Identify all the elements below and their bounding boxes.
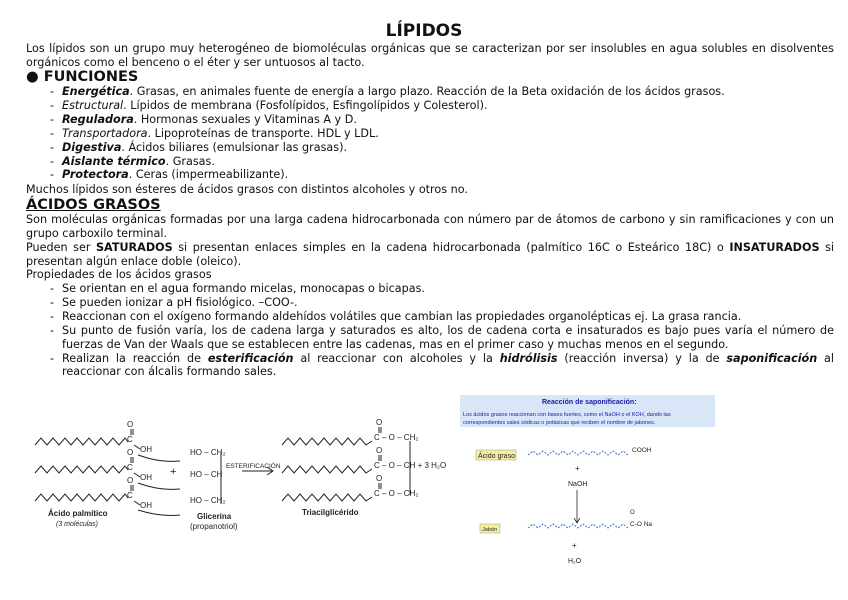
hydroxyl-label: OH xyxy=(140,473,152,482)
list-item: - Su punto de fusión varía, los de cadena larga y saturados es alto, los de cadena corta e insaturados es bajo pues varía el número de fuerzas de Van der Waals que se establecen entre las cadenas, mas en el primer caso y muchas menos en el segundo. xyxy=(50,324,834,352)
list-item xyxy=(50,155,830,169)
water-arc xyxy=(138,483,180,489)
list-item xyxy=(50,127,830,141)
saturados-term: SATURADOS xyxy=(95,241,173,254)
glycerol-label: Glicerina xyxy=(197,512,232,521)
props-list xyxy=(50,282,834,379)
text-run: Realizan la reacción de xyxy=(62,351,208,365)
glycerol-group: HO – CH xyxy=(190,470,223,479)
function-term: Digestiva xyxy=(62,140,122,154)
function-desc: . Hormonas sexuales y Vitaminas A y D. xyxy=(133,112,357,126)
function-desc: . Lípidos de membrana (Fosfolípidos, Esfingolípidos y Colesterol). xyxy=(123,98,488,112)
acid-label: Ácido graso xyxy=(478,453,515,460)
triglyceride-chain xyxy=(282,466,372,473)
saponificacion-term: saponificación xyxy=(726,351,818,365)
acidos-paragraph-1: Son moléculas orgánicas formadas por una larga cadena hidrocarbonada con número par de átomos de carbono y sin ramificaciones y con un grupo carboxilo terminal. xyxy=(26,213,834,240)
function-term: Aislante térmico xyxy=(62,154,166,168)
glycerol-group: HO – CH₂ xyxy=(190,448,226,457)
list-item xyxy=(50,113,830,127)
props-title: Propiedades de los ácidos grasos xyxy=(26,268,212,281)
plus-sign: + xyxy=(170,466,177,478)
atom-label: O xyxy=(376,474,383,483)
text-run: si presentan enlaces simples en la cadena hidrocarbonada (palmítico 16C o Esteárico 18C) o xyxy=(172,241,730,254)
sapon-text-1: Los ácidos grasos reaccionan con bases fuertes, como el NaOH o el KOH, dando las xyxy=(463,412,671,418)
hidrolisis-term: hidrólisis xyxy=(499,351,558,365)
fatty-acid-chain xyxy=(35,438,128,445)
list-item xyxy=(50,352,834,380)
page-title: LÍPIDOS xyxy=(385,21,463,41)
list-item: - Se orientan en el agua formando micelas, monocapas o bicapas. xyxy=(50,282,834,296)
function-term: Estructural xyxy=(62,98,124,112)
list-item: - Se pueden ionizar a pH fisiológico. –COO-. xyxy=(50,296,834,310)
acid-sublabel: (3 moléculas) xyxy=(56,521,99,528)
insaturados-term: INSATURADOS xyxy=(729,241,820,254)
function-desc: . Grasas, en animales fuente de energía a largo plazo. Reacción de la Beta oxidación de los ácidos grasos. xyxy=(129,85,725,98)
atom-label: C xyxy=(127,435,133,444)
triglyceride-chain xyxy=(282,494,372,501)
plus-sign: + xyxy=(572,541,577,550)
text-run: Pueden ser xyxy=(26,241,96,254)
atom-label: O xyxy=(127,476,134,485)
list-item xyxy=(50,85,830,99)
water-arc xyxy=(138,455,180,461)
reaction-arrow-label: ESTERIFICACIÓN xyxy=(226,463,281,470)
triglyceride-chain xyxy=(282,438,372,445)
ester-group: C – O – CH₂ xyxy=(374,489,419,498)
funciones-footer: Muchos lípidos son ésteres de ácidos grasos con distintos alcoholes y otros no. xyxy=(26,183,468,196)
ester-group: C – O – CH₂ xyxy=(374,433,419,442)
function-desc: . Lipoproteínas de transporte. HDL y LDL. xyxy=(147,126,379,140)
plus-sign: + xyxy=(575,464,580,473)
acidos-heading: ÁCIDOS GRASOS xyxy=(26,197,161,213)
atom-label: O xyxy=(376,418,383,427)
soap-chain xyxy=(528,524,628,528)
sapon-text-2: correspondientes sales sódicas o potásicas que reciben el nombre de jabones. xyxy=(463,420,656,426)
atom-label: O xyxy=(127,448,134,457)
glycerol-group: HO – CH₂ xyxy=(190,496,226,505)
function-term: Energética xyxy=(62,85,130,98)
naoh-label: NaOH xyxy=(568,481,588,488)
list-item: - Reaccionan con el oxígeno formando aldehídos volátiles que cambian las propiedades organolépticas ej. La grasa rancia. xyxy=(50,310,834,324)
triglyceride-label: Triacilglicérido xyxy=(302,508,359,517)
text-run: si presentan algún enlace doble (oleico). xyxy=(26,241,835,268)
water-arc xyxy=(138,510,180,515)
soap-label: Jabón xyxy=(482,527,497,533)
esterification-diagram xyxy=(30,415,455,540)
function-desc: . Ácidos biliares (emulsionar las grasas). xyxy=(121,140,348,154)
atom-label: O xyxy=(127,420,134,429)
list-item xyxy=(50,141,830,155)
fatty-acid-chain xyxy=(35,466,128,473)
atom-label: O xyxy=(630,510,635,516)
atom-label: O xyxy=(376,446,383,455)
hydroxyl-label: OH xyxy=(140,445,152,454)
function-term: Protectora xyxy=(62,168,129,182)
function-desc: . Grasas. xyxy=(165,154,215,168)
atom-label: C xyxy=(127,491,133,500)
acid-label: Ácido palmítico xyxy=(48,509,108,518)
atom-label: C xyxy=(127,463,133,472)
list-item xyxy=(50,168,830,182)
function-desc: . Ceras (impermeabilizante). xyxy=(128,168,289,182)
function-term: Transportadora xyxy=(62,126,148,140)
text-run: al reaccionar con alcoholes y la xyxy=(293,351,500,365)
coona-label: C-O Na xyxy=(630,521,653,528)
acidos-paragraph-2 xyxy=(26,241,834,269)
text-run: al reaccionar con álcalis formando sales. xyxy=(62,351,835,379)
glycerol-sublabel: (propanotriol) xyxy=(190,522,238,531)
text-run: (reacción inversa) y la de xyxy=(557,351,727,365)
sapon-title: Reacción de saponificación: xyxy=(542,399,637,406)
funciones-list xyxy=(50,85,830,182)
esterificacion-term: esterificación xyxy=(207,351,294,365)
ester-group: C – O – CH + 3 H₂O xyxy=(374,461,447,470)
list-item xyxy=(50,99,830,113)
saponification-diagram xyxy=(460,395,720,570)
funciones-heading: ● FUNCIONES xyxy=(26,69,139,85)
h2o-label: H₂O xyxy=(568,558,582,565)
fatty-acid-chain xyxy=(35,494,128,501)
cooh-label: COOH xyxy=(632,447,652,454)
intro-paragraph: Los lípidos son un grupo muy heterogéneo de biomoléculas orgánicas que se caracterizan por ser insolubles en agua solubles en disolventes orgánicos como el benceno o el éter y ser untuosos al tacto. xyxy=(26,42,834,69)
hydroxyl-label: OH xyxy=(140,501,152,510)
function-term: Reguladora xyxy=(62,112,134,126)
fatty-acid-chain xyxy=(528,451,628,455)
